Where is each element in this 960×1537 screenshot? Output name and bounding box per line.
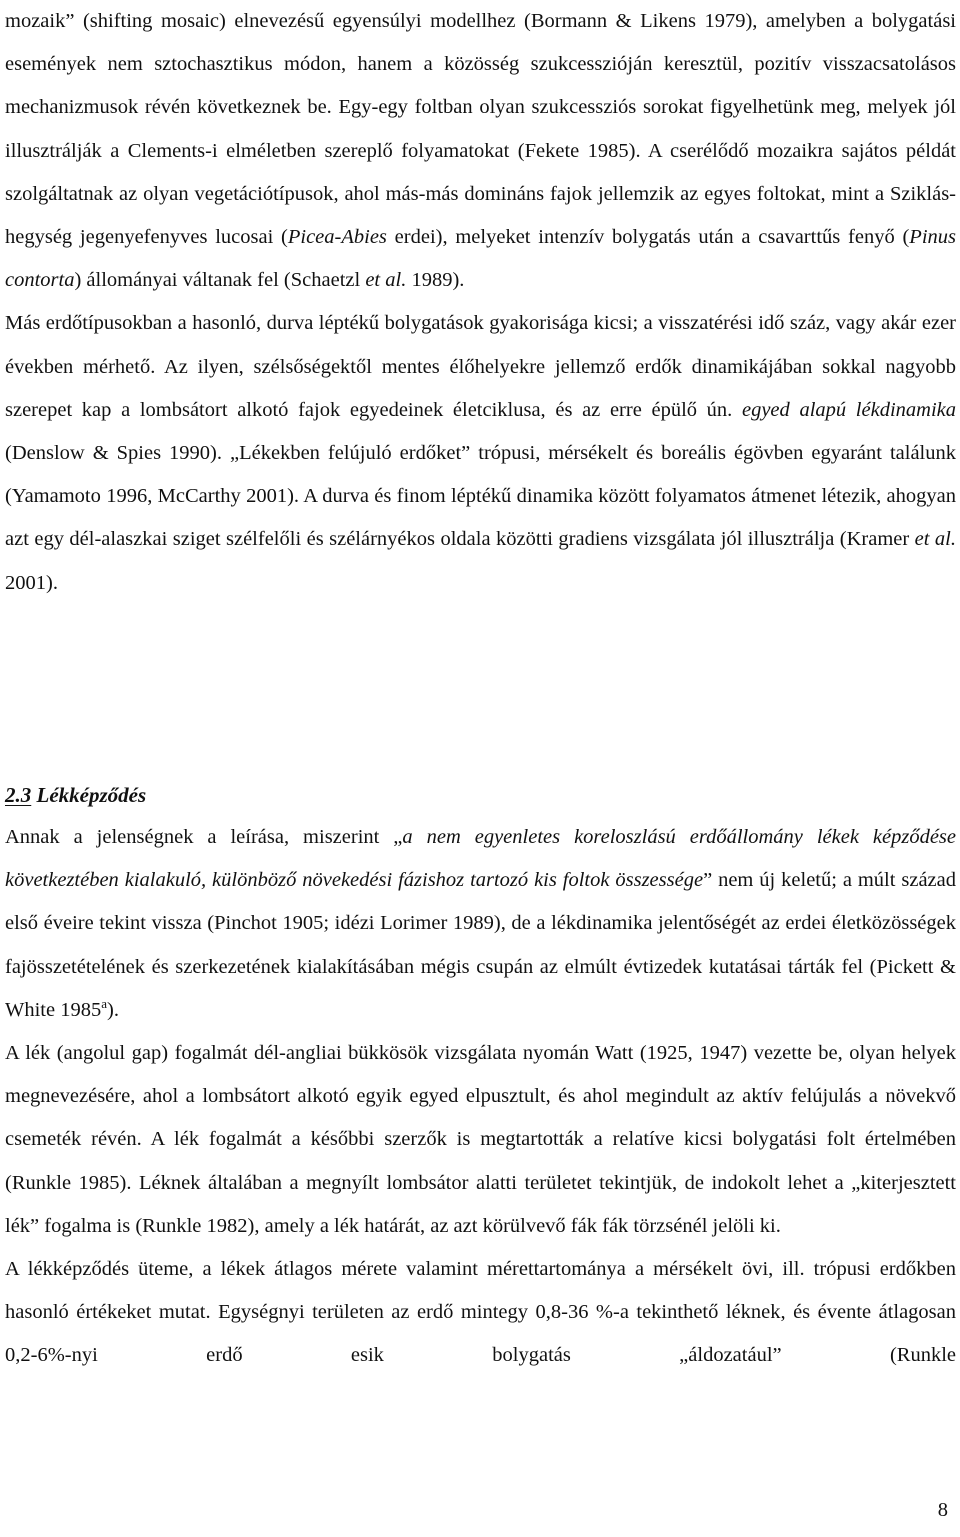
italic-text: egyed alapú lékdinamika (741, 398, 956, 421)
paragraph: A lék (angolul gap) fogalmát dél-angliai bükkösök vizsgálata nyomán Watt (1925, 1947) vezette be, olyan helyek megnevezésére, ahol a lombsátort alkotó egyik egyed elpusztult, és ahol megindult az aktív felújulás a növekvő csemeték révén. A lék fogalmát a későbbi szerzők is megtartották a relatíve kicsi bolygatási folt értelmében (Runkle 1985). Léknek általában a megnyílt lombsátor alatti területet tekintjük, de indokolt lehet a „kiterjesztett lék” fogalma is (Runkle 1982), amely a lék határát, az azt körülvevő fák fák törzsénél jelöli ki. (5, 1042, 956, 1237)
italic-text: Picea-Abies (287, 226, 387, 249)
text-block-bottom (5, 816, 956, 1378)
text-block-top (5, 0, 956, 605)
section-number: 2.3 (5, 783, 32, 807)
superscript: a (101, 995, 107, 1011)
paragraph: A lékképződés üteme, a lékek átlagos mérete valamint mérettartománya a mérsékelt övi, ill. trópusi erdőkben hasonló értékeket mutat. Egységnyi területen az erdő mintegy 0,8-36 %-a tekinthető léknek, és évente átlagosan 0,2-6%-nyi erdő esik bolygatás „áldozatául” (Runkle (5, 1258, 956, 1367)
italic-text: Pinus contorta (5, 226, 956, 292)
italic-text: et al. (914, 528, 956, 551)
page-number: 8 (937, 1499, 948, 1521)
paragraph: Annak a jelenségnek a leírása, miszerint „a nem egyenletes koreloszlású erdőállomány lékek képződése következtében kialakuló, különböző növekedési fázishoz tartozó kis foltok összessége” nem új keletű; a múlt század első éveire tekint vissza (Pinchot 1905; idézi Lorimer 1989), de a lékdinamika jelentőségét az erdei életközösségek fajösszetételének és szerkezetének kialakításában mégis csupán az elmúlt évtizedek kutatásai tárták fel (Pickett & White 1985$^a$). (5, 826, 956, 1021)
paragraph: Más erdőtípusokban a hasonló, durva léptékű bolygatások gyakorisága kicsi; a visszatérési idő száz, vagy akár ezer években mérhető. Az ilyen, szélsőségektől mentes élőhelyekre jellemző erdők dinamikájában sokkal nagyobb szerepet kap a lombsátort alkotó fajok egyedeinek életciklusa, és az erre épülő ún. egyed alapú lékdinamika (Denslow & Spies 1990). „Lékekben felújuló erdőket” trópusi, mérsékelt és boreális égövben egyaránt találunk (Yamamoto 1996, McCarthy 2001). A durva és finom léptékű dinamika között folyamatos átmenet létezik, ahogyan azt egy dél-alaszkai sziget szélfelőli és szélárnyékos oldala közötti gradiens vizsgálata jól illusztrálja (Kramer et al. 2001). (5, 312, 956, 594)
section-heading (5, 775, 146, 815)
paragraph: mozaik” (shifting mosaic) elnevezésű egyensúlyi modellhez (Bormann & Likens 1979), amelyben a bolygatási események nem sztochasztikus módon, hanem a közösség szukcesszióján keresztül, pozitív visszacsatolásos mechanizmusok révén következnek be. Egy-egy foltban olyan szukcessziós sorokat figyelhetünk meg, melyek jól illusztrálják a Clements-i elméletben szereplő folyamatokat (Fekete 1985). A cserélődő mozaikra sajátos példát szolgáltatnak az olyan vegetációtípusok, ahol más-más domináns fajok jellemzik az egyes foltokat, mint a Sziklás-hegység jegenyefenyves lucosai (Picea-Abies erdei), melyeket intenzív bolygatás után a csavarttűs fenyő (Pinus contorta) állományai váltanak fel (Schaetzl et al. 1989). (5, 10, 956, 292)
italic-text: et al. (365, 269, 407, 292)
section-title: Lékképződés (36, 783, 147, 807)
italic-text: a nem egyenletes koreloszlású erdőállomány lékek képződése következtében kialakuló, különböző növekedési fázishoz tartozó kis foltok összessége (5, 826, 956, 892)
